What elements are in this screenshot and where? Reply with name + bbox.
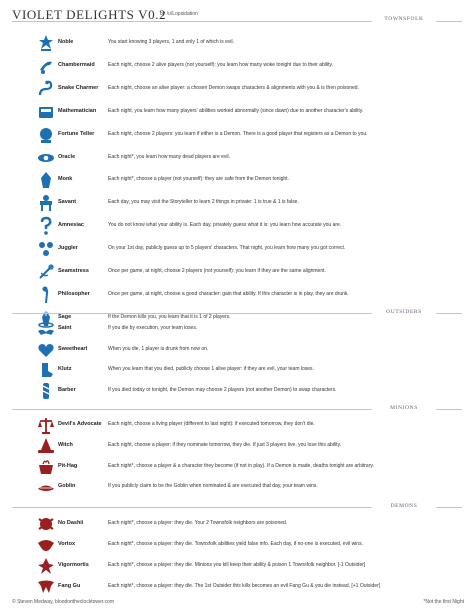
character-ability: Each night, choose a player: if they nominate tomorrow, they die. If just 3 players live, you lose this ability. [108, 441, 342, 448]
character-ability: Each night, choose 2 alive players (not yourself): you learn how many woke tonight due to their ability. [108, 61, 334, 68]
character-name: Chambermaid [58, 61, 95, 68]
character-ability: Each night*, choose a player: they die. Your 2 Townsfolk neighbors are poisoned. [108, 520, 288, 526]
savant-icon [36, 193, 56, 213]
vigormortis-icon [36, 556, 56, 576]
character-ability: Each night, you learn how many players' abilities worked abnormally (since dawn) due to another character's ability. [108, 107, 364, 114]
character-name: Goblin [58, 483, 76, 490]
character-row-no-dashii [0, 513, 474, 535]
no-dashii-icon [36, 514, 56, 534]
character-name: Amnesiac [58, 222, 84, 229]
character-ability: Each night*, choose a player: they die. The 1st Outsider this kills becomes an evil Fang Gu & you die instead. [+1 Outsider] [108, 583, 381, 590]
character-ability: If you died today or tonight, the Demon may choose 2 players (not another Demon) to swap characters. [108, 387, 337, 394]
character-ability: Each night*, choose a player & a character they become (if not in play). If a Demon is made, deaths tonight are arbitrary. [108, 462, 374, 469]
character-row-sweetheart [0, 339, 474, 361]
character-row-snake-charmer [0, 78, 474, 100]
character-row-seamstress [0, 261, 474, 283]
minions-section-label: MINIONS [390, 405, 418, 411]
character-ability: You do not know what your ability is. Each day, privately guess what it is: you learn how accurate you are. [108, 222, 342, 229]
character-name: Devil's Advocate [58, 421, 102, 427]
devils-advocate-icon [36, 415, 56, 435]
character-ability: Each night, choose a living player (different to last night): if executed tomorrow, they don't die. [108, 421, 315, 427]
character-ability: On your 1st day, publicly guess up to 5 players' characters. That night, you learn how many you got correct. [108, 245, 346, 252]
character-name: Sweetheart [58, 345, 88, 352]
character-row-monk [0, 169, 474, 191]
outsiders-section-label: OUTSIDERS [386, 309, 422, 315]
amnesiac-icon [36, 216, 56, 236]
character-ability: Each day, you may visit the Storyteller to learn 2 things in private: 1 is true & 1 is false. [108, 199, 299, 206]
character-row-vigormortis [0, 555, 474, 577]
character-row-philosopher [0, 284, 474, 306]
character-row-devil-s-advocate [0, 414, 474, 436]
saint-icon [36, 319, 56, 339]
footer-copyright: © Steven Medway, bloodontheclocktower.com [12, 599, 114, 605]
goblin-icon [36, 477, 56, 497]
character-row-saint [0, 318, 474, 340]
townsfolk-divider-left [12, 21, 372, 22]
character-row-juggler [0, 238, 474, 260]
character-ability: You start knowing 3 players, 1 and only 1 of which is evil. [108, 39, 234, 45]
vortox-icon [36, 535, 56, 555]
character-ability: Once per game, at night, choose a good character: gain that ability. If this character is in play, they are drunk. [108, 290, 349, 297]
character-name: Barber [58, 387, 76, 394]
monk-icon [36, 170, 56, 190]
footer-night-note: *Not the first Night [423, 599, 464, 605]
fortune-teller-icon [36, 125, 56, 145]
character-row-fortune-teller [0, 124, 474, 146]
character-row-amnesiac [0, 215, 474, 237]
character-ability: Each night*, choose a player (not yourself): they are safe from the Demon tonight. [108, 176, 289, 183]
character-name: Vortox [58, 541, 76, 548]
outsiders-divider-left [12, 313, 372, 314]
demons-divider-right [436, 507, 462, 508]
character-ability: When you learn that you died, publicly choose 1 alive player: if they are evil, your team loses. [108, 366, 314, 373]
barber-icon [36, 381, 56, 401]
character-name: Oracle [58, 153, 76, 160]
character-name: Savant [58, 199, 77, 206]
oracle-icon [36, 148, 56, 168]
script-author: by /u/Lopsidation [160, 11, 198, 17]
character-row-klutz [0, 359, 474, 381]
character-row-savant [0, 192, 474, 214]
character-ability: Each night, choose 2 players: you learn if either is a Demon. There is a good player that registers as a Demon to you. [108, 130, 368, 137]
character-name: Vigormortis [58, 562, 89, 569]
character-row-vortox [0, 534, 474, 556]
character-ability: If you publicly claim to be the Goblin when nominated & are executed that day, your team wins. [108, 483, 318, 490]
juggler-icon [36, 239, 56, 259]
philosopher-icon [36, 285, 56, 305]
character-name: Noble [58, 39, 74, 45]
character-ability: Once per game, at night, choose 2 players (not yourself): you learn if they are the same alignment. [108, 268, 326, 274]
chambermaid-icon [36, 56, 56, 76]
character-name: Witch [58, 441, 73, 448]
sweetheart-icon [36, 340, 56, 360]
outsiders-divider-right [436, 313, 462, 314]
klutz-icon [36, 360, 56, 380]
character-ability: Each night*, choose a player: they die. Townsfolk abilities yield false info. Each day, if no-one is executed, evil wins. [108, 541, 363, 548]
minions-divider-left [12, 409, 372, 410]
character-ability: If you die by execution, your team loses. [108, 325, 198, 331]
character-row-witch [0, 435, 474, 457]
minions-divider-right [436, 409, 462, 410]
character-row-fang-gu [0, 576, 474, 598]
character-name: Snake Charmer [58, 84, 99, 91]
mathematician-icon [36, 102, 56, 122]
noble-icon [36, 33, 56, 53]
demons-divider-left [12, 507, 372, 508]
witch-icon [36, 436, 56, 456]
character-ability: Each night*, choose a player: they die. Minions you kill keep their ability & poison 1 Townsfolk neighbor. [-1 Outsider] [108, 562, 366, 569]
character-row-chambermaid [0, 55, 474, 77]
seamstress-icon [36, 262, 56, 282]
pit-hag-icon [36, 457, 56, 477]
character-ability: If the Demon kills you, you learn that it is 1 of 2 players. [108, 313, 231, 320]
character-ability: When you die, 1 player is drunk from now on. [108, 345, 209, 352]
character-name: Klutz [58, 366, 72, 373]
townsfolk-divider-right [436, 21, 462, 22]
character-name: Juggler [58, 245, 78, 252]
character-row-pit-hag [0, 456, 474, 478]
character-name: Philosopher [58, 290, 90, 297]
character-row-barber [0, 380, 474, 402]
character-row-oracle [0, 147, 474, 169]
character-ability: Each night*, you learn how many dead players are evil. [108, 153, 231, 160]
fang-gu-icon [36, 577, 56, 597]
character-name: Pit-Hag [58, 462, 78, 469]
character-name: Fang Gu [58, 583, 81, 590]
script-title: VIOLET DELIGHTS V0.2 [12, 7, 167, 22]
demons-section-label: DEMONS [390, 503, 418, 509]
character-ability: Each night, choose an alive player: a chosen Demon swaps characters & alignments with you & is then poisoned. [108, 84, 359, 91]
character-row-goblin [0, 476, 474, 498]
character-name: Fortune Teller [58, 130, 95, 137]
snake-charmer-icon [36, 79, 56, 99]
character-name: Mathematician [58, 107, 97, 114]
townsfolk-section-label: TOWNSFOLK [384, 16, 424, 22]
character-row-noble [0, 32, 474, 54]
character-name: Sage [58, 313, 72, 320]
character-name: No Dashii [58, 520, 84, 526]
character-name: Seamstress [58, 268, 89, 274]
character-row-mathematician [0, 101, 474, 123]
character-name: Saint [58, 325, 72, 331]
character-name: Monk [58, 176, 73, 183]
